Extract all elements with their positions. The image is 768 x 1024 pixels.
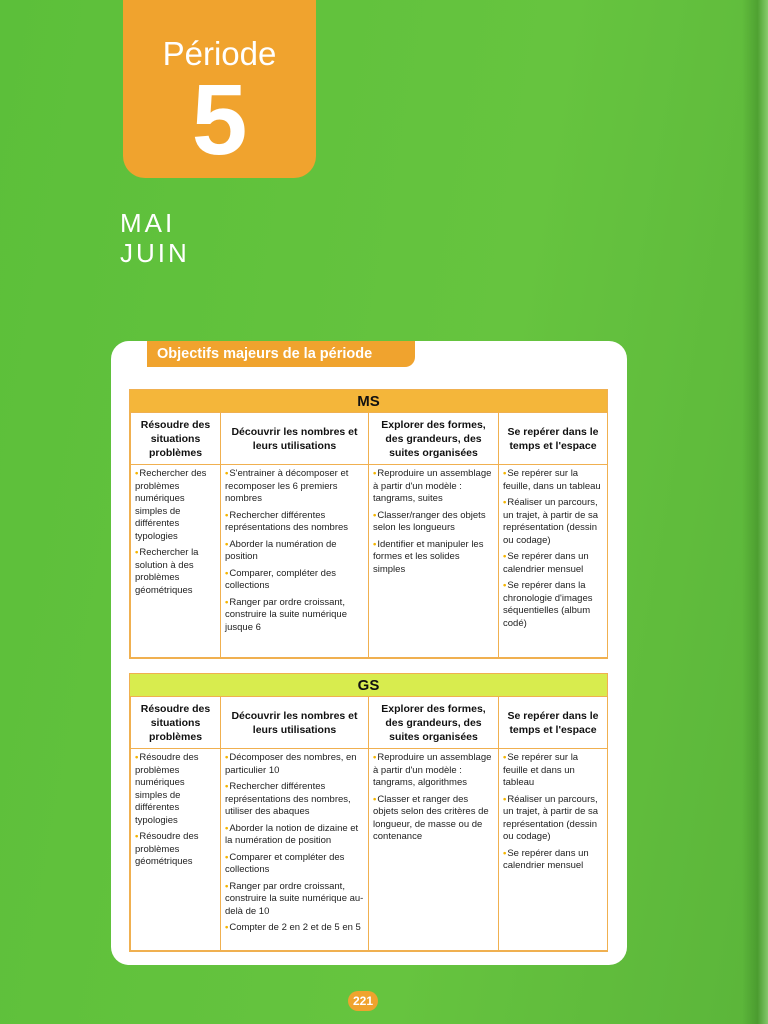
ms-content-row xyxy=(131,465,608,658)
list-item: • Classer et ranger des objets selon des critères de longueur, de masse ou de contenance xyxy=(373,794,494,844)
gs-objectives-table xyxy=(130,696,608,951)
list-item: • Ranger par ordre croissant, construire la suite numérique au-delà de 10 xyxy=(225,881,364,919)
gs-col-header: Explorer des formes, des grandeurs, des suites organisées xyxy=(369,697,499,749)
ms-header-bar xyxy=(130,390,607,412)
period-tab xyxy=(123,0,316,178)
list-item: • Rechercher différentes représentations des nombres, utiliser des abaques xyxy=(225,781,364,819)
list-item: • Rechercher différentes représentations des nombres xyxy=(225,510,364,535)
list-item: • Classer/ranger des objets selon les longueurs xyxy=(373,510,494,535)
list-item: • Se repérer dans la chronologie d'images séquentielles (album codé) xyxy=(503,580,603,630)
gs-level-tag: GS xyxy=(341,676,397,696)
ms-col-header: Se repérer dans le temps et l'espace xyxy=(499,413,608,465)
ms-cell xyxy=(221,465,369,658)
ms-cell xyxy=(499,465,608,658)
ms-section xyxy=(129,389,608,659)
list-item: • Réaliser un parcours, un trajet, à partir de sa représentation (dessin ou codage) xyxy=(503,794,603,844)
ms-col-header: Résoudre des situations problèmes xyxy=(131,413,221,465)
list-item: • Compter de 2 en 2 et de 5 en 5 xyxy=(225,922,364,935)
list-item: • Résoudre des problèmes géométriques xyxy=(135,831,216,869)
gs-cell xyxy=(369,749,499,951)
objectives-title: Objectifs majeurs de la période xyxy=(147,341,415,367)
list-item: • Reproduire un assemblage à partir d'un modèle : tangrams, suites xyxy=(373,468,494,506)
list-item: • Réaliser un parcours, un trajet, à partir de sa représentation (dessin ou codage) xyxy=(503,497,603,547)
period-number: 5 xyxy=(191,64,248,176)
ms-col-header: Explorer des formes, des grandeurs, des suites organisées xyxy=(369,413,499,465)
list-item: • Ranger par ordre croissant, construire la suite numérique jusque 6 xyxy=(225,597,364,635)
list-item: • Aborder la numération de position xyxy=(225,539,364,564)
list-item: • Résoudre des problèmes numériques simples de différentes typologies xyxy=(135,752,216,827)
ms-header-row xyxy=(131,413,608,465)
list-item: • Rechercher la solution à des problèmes géométriques xyxy=(135,547,216,597)
list-item: • Comparer et compléter des collections xyxy=(225,852,364,877)
gs-col-header: Se repérer dans le temps et l'espace xyxy=(499,697,608,749)
gs-content-row xyxy=(131,749,608,951)
period-label: Période xyxy=(162,35,277,72)
list-item: • Comparer, compléter des collections xyxy=(225,568,364,593)
list-item: • Identifier et manipuler les formes et les solides simples xyxy=(373,539,494,577)
gs-col-header: Résoudre des situations problèmes xyxy=(131,697,221,749)
list-item: • Rechercher des problèmes numériques simples de différentes typologies xyxy=(135,468,216,543)
list-item: • Se repérer sur la feuille et dans un tableau xyxy=(503,752,603,790)
list-item: • Décomposer des nombres, en particulier 10 xyxy=(225,752,364,777)
gs-header-bar xyxy=(130,674,607,696)
gs-header-row xyxy=(131,697,608,749)
months xyxy=(120,208,190,268)
list-item: • Se repérer dans un calendrier mensuel xyxy=(503,848,603,873)
list-item: • S'entrainer à décomposer et recomposer les 6 premiers nombres xyxy=(225,468,364,506)
ms-col-header: Découvrir les nombres et leurs utilisations xyxy=(221,413,369,465)
list-item: • Aborder la notion de dizaine et la numération de position xyxy=(225,823,364,848)
list-item: • Se repérer dans un calendrier mensuel xyxy=(503,551,603,576)
ms-objectives-table xyxy=(130,412,608,658)
page-number: 221 xyxy=(348,991,378,1011)
list-item: • Se repérer sur la feuille, dans un tableau xyxy=(503,468,603,493)
gs-cell xyxy=(499,749,608,951)
book-spine-shadow xyxy=(742,0,768,1024)
gs-section xyxy=(129,673,608,952)
gs-cell xyxy=(221,749,369,951)
gs-cell xyxy=(131,749,221,951)
list-item: • Reproduire un assemblage à partir d'un modèle : tangrams, algorithmes xyxy=(373,752,494,790)
gs-col-header: Découvrir les nombres et leurs utilisations xyxy=(221,697,369,749)
ms-cell xyxy=(369,465,499,658)
month-may: MAI xyxy=(120,208,176,238)
ms-cell xyxy=(131,465,221,658)
month-june: JUIN xyxy=(120,238,190,268)
ms-level-tag: MS xyxy=(341,392,397,412)
